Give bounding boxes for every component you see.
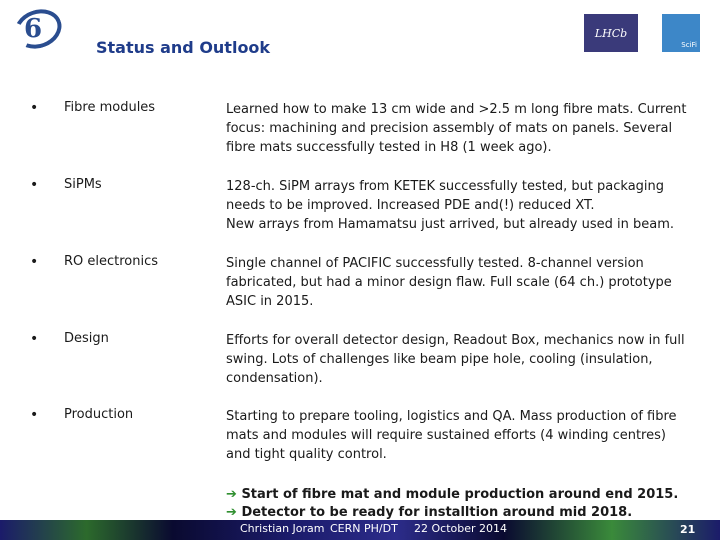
item-description: Efforts for overall detector design, Readout Box, mechanics now in full swing. Lots of challenges like beam pipe hole, cooling (insulation, condensation). <box>226 333 685 386</box>
outlook-list <box>226 486 678 522</box>
bullet-icon: • <box>30 331 39 347</box>
logo-mark: 6 <box>24 14 43 44</box>
institution-logo <box>10 8 60 52</box>
lhcb-logo: LHCb <box>584 14 638 52</box>
footer-author: Christian Joram <box>240 522 325 535</box>
outlook-item: ➔ Start of fibre mat and module production around end 2015. <box>226 487 679 502</box>
bullet-icon: • <box>30 407 39 423</box>
bullet-icon: • <box>30 100 39 116</box>
arrow-right-icon: ➔ <box>226 505 237 520</box>
item-label: Design <box>64 331 109 346</box>
item-description: Starting to prepare tooling, logistics and QA. Mass production of fibre mats and modules will require sustained efforts (4 winding centres) and tight quality control. <box>226 409 677 462</box>
item-label: RO electronics <box>64 254 159 269</box>
scifi-logo: SciFi <box>662 14 700 52</box>
bullet-icon: • <box>30 177 39 193</box>
page-title: Status and Outlook <box>96 38 271 57</box>
footer-date: 22 October 2014 <box>414 522 508 535</box>
arrow-right-icon: ➔ <box>226 487 237 502</box>
footer-org: CERN PH/DT <box>330 522 398 535</box>
item-label: SiPMs <box>64 177 102 192</box>
item-description: Learned how to make 13 cm wide and >2.5 m long fibre mats. Current focus: machining and precision assembly of mats on panels. Several fibre mats successfully tested in H8 (1 week ago). <box>226 102 687 155</box>
item-description: 128-ch. SiPM arrays from KETEK successfully tested, but packaging needs to be improved. Increased PDE and(!) reduced XT. New arrays from Hamamatsu just arrived, but already used in beam. <box>226 179 674 232</box>
bullet-icon: • <box>30 254 39 270</box>
item-label: Fibre modules <box>64 100 156 115</box>
outlook-item: ➔ Detector to be ready for installtion around mid 2018. <box>226 505 633 520</box>
page-number: 21 <box>680 523 696 536</box>
item-description: Single channel of PACIFIC successfully tested. 8-channel version fabricated, but had a minor design flaw. Full scale (64 ch.) prototype ASIC in 2015. <box>226 256 672 309</box>
item-label: Production <box>64 407 134 422</box>
